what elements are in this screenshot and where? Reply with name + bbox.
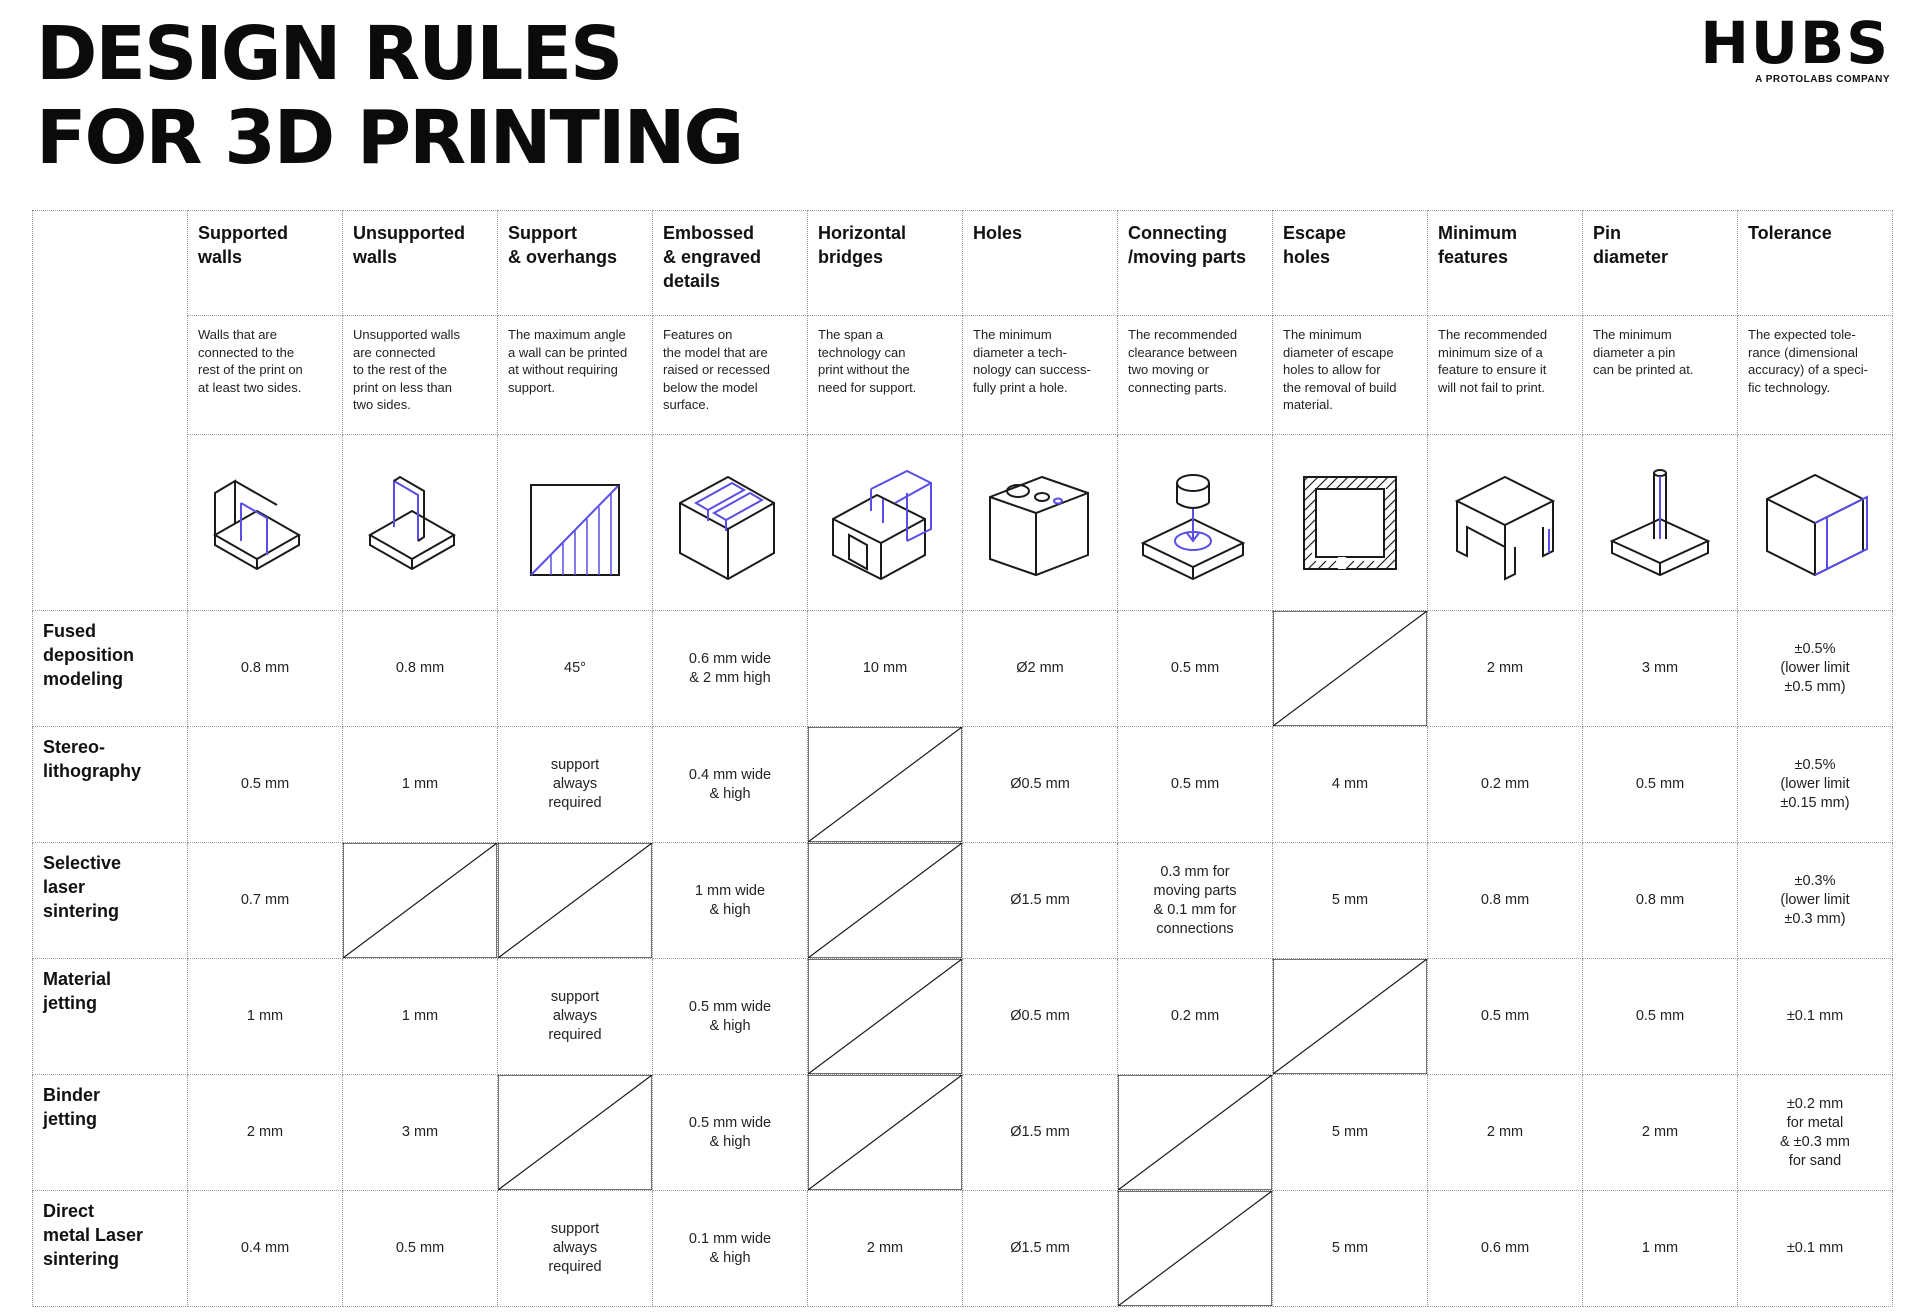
- supported-walls-icon: [205, 463, 325, 583]
- value-text: ±0.3% (lower limit ±0.3 mm): [1780, 873, 1850, 927]
- feature-illustration-cell: [1738, 435, 1893, 611]
- feature-title: Minimum features: [1438, 223, 1517, 267]
- value-text: 1 mm: [401, 1008, 439, 1024]
- feature-description-cell: [1118, 316, 1273, 435]
- value-cell: [343, 1191, 498, 1307]
- diagonal-slash-icon: [498, 1075, 652, 1190]
- value-cell: [1428, 959, 1583, 1075]
- moving-parts-icon: [1135, 463, 1255, 583]
- value-cell: [653, 611, 808, 727]
- column-header-embossed-engraved-details: [653, 211, 808, 316]
- feature-illustration-cell: [653, 435, 808, 611]
- value-text: 0.5 mm: [1635, 1008, 1685, 1024]
- feature-description: The minimum diameter of escape holes to allow for the removal of build material.: [1283, 327, 1397, 412]
- feature-description: The span a technology can print without the need for support.: [818, 327, 917, 395]
- value-text: 0.5 mm: [1170, 776, 1220, 792]
- not-applicable-cell: [1273, 959, 1428, 1075]
- value-text: 4 mm: [1331, 776, 1369, 792]
- value-cell: [1428, 843, 1583, 959]
- feature-description: The recommended minimum size of a feature to ensure it will not fail to print.: [1438, 327, 1548, 395]
- row-header-direct-metal-laser-sintering: [33, 1191, 188, 1307]
- value-cell: [1273, 843, 1428, 959]
- value-cell: [498, 727, 653, 843]
- tolerance-icon: [1755, 463, 1875, 583]
- technology-name: Fused deposition modeling: [43, 621, 134, 689]
- value-cell: [498, 959, 653, 1075]
- table-row: [33, 843, 1893, 959]
- column-header-minimum-features: [1428, 211, 1583, 316]
- value-cell: [1583, 611, 1738, 727]
- feature-description: The expected tole- rance (dimensional accuracy) of a speci- fic technology.: [1748, 327, 1868, 395]
- value-cell: [498, 611, 653, 727]
- value-text: Ø0.5 mm: [1010, 1008, 1070, 1024]
- value-text: 2 mm: [1641, 1124, 1679, 1140]
- feature-illustration-cell: [1428, 435, 1583, 611]
- feature-description-cell: [498, 316, 653, 435]
- value-cell: [1118, 959, 1273, 1075]
- value-text: 0.5 mm: [1170, 660, 1220, 676]
- header-icon-row: [33, 435, 1893, 611]
- value-text: 5 mm: [1331, 1240, 1369, 1256]
- not-applicable-cell: [808, 843, 963, 959]
- value-cell: [1428, 727, 1583, 843]
- row-header-fused-deposition-modeling: [33, 611, 188, 727]
- value-text: 0.5 mm wide & high: [688, 998, 772, 1034]
- value-cell: [343, 1075, 498, 1191]
- value-cell: [1738, 843, 1893, 959]
- feature-title: Escape holes: [1283, 223, 1347, 267]
- value-cell: [188, 843, 343, 959]
- feature-title: Supported walls: [198, 223, 288, 267]
- feature-title: Support & overhangs: [508, 223, 618, 267]
- value-cell: [1273, 1075, 1428, 1191]
- value-text: 0.8 mm: [1480, 892, 1530, 908]
- feature-title: Unsupported walls: [353, 223, 465, 267]
- feature-description: The maximum angle a wall can be printed at without requiring support.: [508, 327, 628, 395]
- embossed-details-icon: [670, 463, 790, 583]
- column-header-pin-diameter: [1583, 211, 1738, 316]
- value-cell: [188, 1075, 343, 1191]
- pin-icon: [1600, 463, 1720, 583]
- technology-name: Binder jetting: [43, 1085, 101, 1129]
- logo-tagline: A PROTOLABS COMPANY: [1755, 74, 1890, 85]
- technology-name: Direct metal Laser sintering: [43, 1201, 144, 1269]
- diagonal-slash-icon: [1273, 611, 1427, 726]
- not-applicable-cell: [498, 843, 653, 959]
- value-text: 0.2 mm: [1480, 776, 1530, 792]
- feature-illustration-cell: [188, 435, 343, 611]
- corner-cell: [33, 211, 188, 611]
- technology-name: Selective laser sintering: [43, 853, 122, 921]
- diagonal-slash-icon: [343, 843, 497, 958]
- value-text: 1 mm: [246, 1008, 284, 1024]
- column-header-support-overhangs: [498, 211, 653, 316]
- feature-description-cell: [343, 316, 498, 435]
- column-header-horizontal-bridges: [808, 211, 963, 316]
- value-text: support always required: [548, 757, 602, 811]
- not-applicable-cell: [1118, 1075, 1273, 1191]
- not-applicable-cell: [343, 843, 498, 959]
- value-text: 0.1 mm wide & high: [688, 1230, 772, 1266]
- value-cell: [653, 727, 808, 843]
- value-cell: [343, 959, 498, 1075]
- value-text: Ø0.5 mm: [1010, 776, 1070, 792]
- row-header-stereo-lithography: [33, 727, 188, 843]
- value-cell: [1583, 727, 1738, 843]
- hubs-logo: [1700, 9, 1890, 85]
- value-cell: [653, 1191, 808, 1307]
- diagonal-slash-icon: [1118, 1191, 1272, 1306]
- escape-holes-icon: [1290, 463, 1410, 583]
- value-cell: [808, 611, 963, 727]
- value-text: 3 mm: [1641, 660, 1679, 676]
- feature-description: Unsupported walls are connected to the rest of the print on less than two sides.: [353, 327, 460, 412]
- not-applicable-cell: [808, 959, 963, 1075]
- value-text: support always required: [548, 1221, 602, 1275]
- value-text: ±0.1 mm: [1786, 1240, 1844, 1256]
- feature-illustration-cell: [963, 435, 1118, 611]
- table-row: [33, 611, 1893, 727]
- value-cell: [188, 959, 343, 1075]
- feature-description: The minimum diameter a tech- nology can success- fully print a hole.: [973, 327, 1091, 395]
- value-cell: [1273, 1191, 1428, 1307]
- feature-illustration-cell: [1273, 435, 1428, 611]
- diagonal-slash-icon: [808, 959, 962, 1074]
- value-text: 1 mm wide & high: [694, 882, 766, 918]
- feature-description-cell: [1428, 316, 1583, 435]
- value-text: ±0.2 mm for metal & ±0.3 mm for sand: [1779, 1095, 1850, 1169]
- technology-name: Stereo- lithography: [43, 737, 141, 781]
- diagonal-slash-icon: [808, 727, 962, 842]
- not-applicable-cell: [808, 727, 963, 843]
- logo-mark: HUBS: [1700, 9, 1890, 77]
- header-description-row: [33, 316, 1893, 435]
- feature-illustration-cell: [1118, 435, 1273, 611]
- value-text: 0.6 mm: [1480, 1240, 1530, 1256]
- feature-title: Connecting /moving parts: [1128, 223, 1247, 267]
- title-line-1: DESIGN RULES: [36, 11, 622, 97]
- value-cell: [1118, 611, 1273, 727]
- feature-illustration-cell: [1583, 435, 1738, 611]
- page-title: [36, 12, 742, 180]
- value-text: 2 mm: [1486, 1124, 1524, 1140]
- value-text: support always required: [548, 989, 602, 1043]
- diagonal-slash-icon: [1273, 959, 1427, 1074]
- feature-illustration-cell: [343, 435, 498, 611]
- not-applicable-cell: [808, 1075, 963, 1191]
- value-cell: [653, 959, 808, 1075]
- feature-description: The minimum diameter a pin can be printed at.: [1593, 327, 1694, 377]
- value-cell: [653, 843, 808, 959]
- not-applicable-cell: [1118, 1191, 1273, 1307]
- value-cell: [1738, 1191, 1893, 1307]
- value-text: 0.8 mm: [240, 660, 290, 676]
- value-cell: [1583, 1075, 1738, 1191]
- diagonal-slash-icon: [498, 843, 652, 958]
- feature-title: Pin diameter: [1593, 223, 1669, 267]
- value-text: 0.5 mm: [1480, 1008, 1530, 1024]
- diagonal-slash-icon: [808, 1075, 962, 1190]
- value-text: 5 mm: [1331, 1124, 1369, 1140]
- value-text: Ø2 mm: [1016, 660, 1064, 676]
- table-row: [33, 1191, 1893, 1307]
- value-text: ±0.1 mm: [1786, 1008, 1844, 1024]
- value-cell: [1738, 959, 1893, 1075]
- value-text: 0.7 mm: [240, 892, 290, 908]
- column-header-supported-walls: [188, 211, 343, 316]
- design-rules-table: [32, 210, 1893, 1307]
- value-text: ±0.5% (lower limit ±0.15 mm): [1780, 757, 1850, 811]
- value-cell: [808, 1191, 963, 1307]
- value-text: 0.3 mm for moving parts & 0.1 mm for connections: [1153, 863, 1237, 937]
- value-text: ±0.5% (lower limit ±0.5 mm): [1780, 641, 1850, 695]
- diagonal-slash-icon: [1118, 1075, 1272, 1190]
- feature-description-cell: [808, 316, 963, 435]
- value-cell: [963, 843, 1118, 959]
- value-cell: [188, 611, 343, 727]
- value-cell: [1738, 1075, 1893, 1191]
- row-header-selective-laser-sintering: [33, 843, 188, 959]
- minimum-features-icon: [1445, 463, 1565, 583]
- value-cell: [1118, 727, 1273, 843]
- feature-description-cell: [963, 316, 1118, 435]
- value-text: Ø1.5 mm: [1010, 1124, 1070, 1140]
- row-header-binder-jetting: [33, 1075, 188, 1191]
- value-text: 0.8 mm: [395, 660, 445, 676]
- value-text: 0.2 mm: [1170, 1008, 1220, 1024]
- value-cell: [963, 1191, 1118, 1307]
- feature-description-cell: [653, 316, 808, 435]
- value-cell: [1583, 1191, 1738, 1307]
- value-text: 0.4 mm: [240, 1240, 290, 1256]
- value-text: 0.5 mm: [1635, 776, 1685, 792]
- not-applicable-cell: [498, 1075, 653, 1191]
- value-text: 10 mm: [862, 660, 908, 676]
- feature-illustration-cell: [808, 435, 963, 611]
- feature-description: Features on the model that are raised or recessed below the model surface.: [663, 327, 770, 412]
- value-cell: [963, 1075, 1118, 1191]
- value-cell: [653, 1075, 808, 1191]
- row-header-material-jetting: [33, 959, 188, 1075]
- feature-description-cell: [1738, 316, 1893, 435]
- value-text: 5 mm: [1331, 892, 1369, 908]
- value-cell: [343, 727, 498, 843]
- value-text: 45°: [564, 660, 586, 676]
- value-cell: [963, 959, 1118, 1075]
- value-cell: [1273, 727, 1428, 843]
- value-cell: [498, 1191, 653, 1307]
- value-text: 0.5 mm: [240, 776, 290, 792]
- value-cell: [963, 727, 1118, 843]
- feature-title: Tolerance: [1748, 223, 1832, 243]
- feature-illustration-cell: [498, 435, 653, 611]
- column-header-escape-holes: [1273, 211, 1428, 316]
- bridge-icon: [825, 463, 945, 583]
- value-cell: [188, 1191, 343, 1307]
- column-header-tolerance: [1738, 211, 1893, 316]
- feature-title: Horizontal bridges: [818, 223, 906, 267]
- value-text: 1 mm: [401, 776, 439, 792]
- value-text: 0.5 mm wide & high: [688, 1114, 772, 1150]
- value-text: 0.8 mm: [1635, 892, 1685, 908]
- value-cell: [1583, 959, 1738, 1075]
- feature-title: Embossed & engraved details: [663, 223, 762, 291]
- feature-title: Holes: [973, 223, 1023, 243]
- header-title-row: [33, 211, 1893, 316]
- value-text: 1 mm: [1641, 1240, 1679, 1256]
- value-text: 2 mm: [1486, 660, 1524, 676]
- value-text: 2 mm: [866, 1240, 904, 1256]
- holes-icon: [980, 463, 1100, 583]
- technology-name: Material jetting: [43, 969, 112, 1013]
- value-cell: [1738, 611, 1893, 727]
- feature-description: The recommended clearance between two moving or connecting parts.: [1128, 327, 1238, 395]
- value-cell: [1428, 1191, 1583, 1307]
- feature-description: Walls that are connected to the rest of the print on at least two sides.: [198, 327, 303, 395]
- value-cell: [343, 611, 498, 727]
- feature-description-cell: [1273, 316, 1428, 435]
- feature-description-cell: [188, 316, 343, 435]
- value-text: 0.4 mm wide & high: [688, 766, 772, 802]
- value-cell: [963, 611, 1118, 727]
- value-text: 2 mm: [246, 1124, 284, 1140]
- value-text: Ø1.5 mm: [1010, 1240, 1070, 1256]
- table-row: [33, 959, 1893, 1075]
- value-cell: [1428, 1075, 1583, 1191]
- value-cell: [1118, 843, 1273, 959]
- table-row: [33, 1075, 1893, 1191]
- table-row: [33, 727, 1893, 843]
- value-cell: [1583, 843, 1738, 959]
- value-cell: [1738, 727, 1893, 843]
- value-text: Ø1.5 mm: [1010, 892, 1070, 908]
- value-cell: [1428, 611, 1583, 727]
- column-header-holes: [963, 211, 1118, 316]
- column-header-unsupported-walls: [343, 211, 498, 316]
- value-text: 0.6 mm wide & 2 mm high: [688, 650, 772, 686]
- value-text: 3 mm: [401, 1124, 439, 1140]
- column-header-connecting-moving-parts: [1118, 211, 1273, 316]
- overhang-icon: [515, 463, 635, 583]
- unsupported-walls-icon: [360, 463, 480, 583]
- not-applicable-cell: [1273, 611, 1428, 727]
- value-text: 0.5 mm: [395, 1240, 445, 1256]
- title-line-2: FOR 3D PRINTING: [36, 95, 743, 181]
- value-cell: [188, 727, 343, 843]
- diagonal-slash-icon: [808, 843, 962, 958]
- feature-description-cell: [1583, 316, 1738, 435]
